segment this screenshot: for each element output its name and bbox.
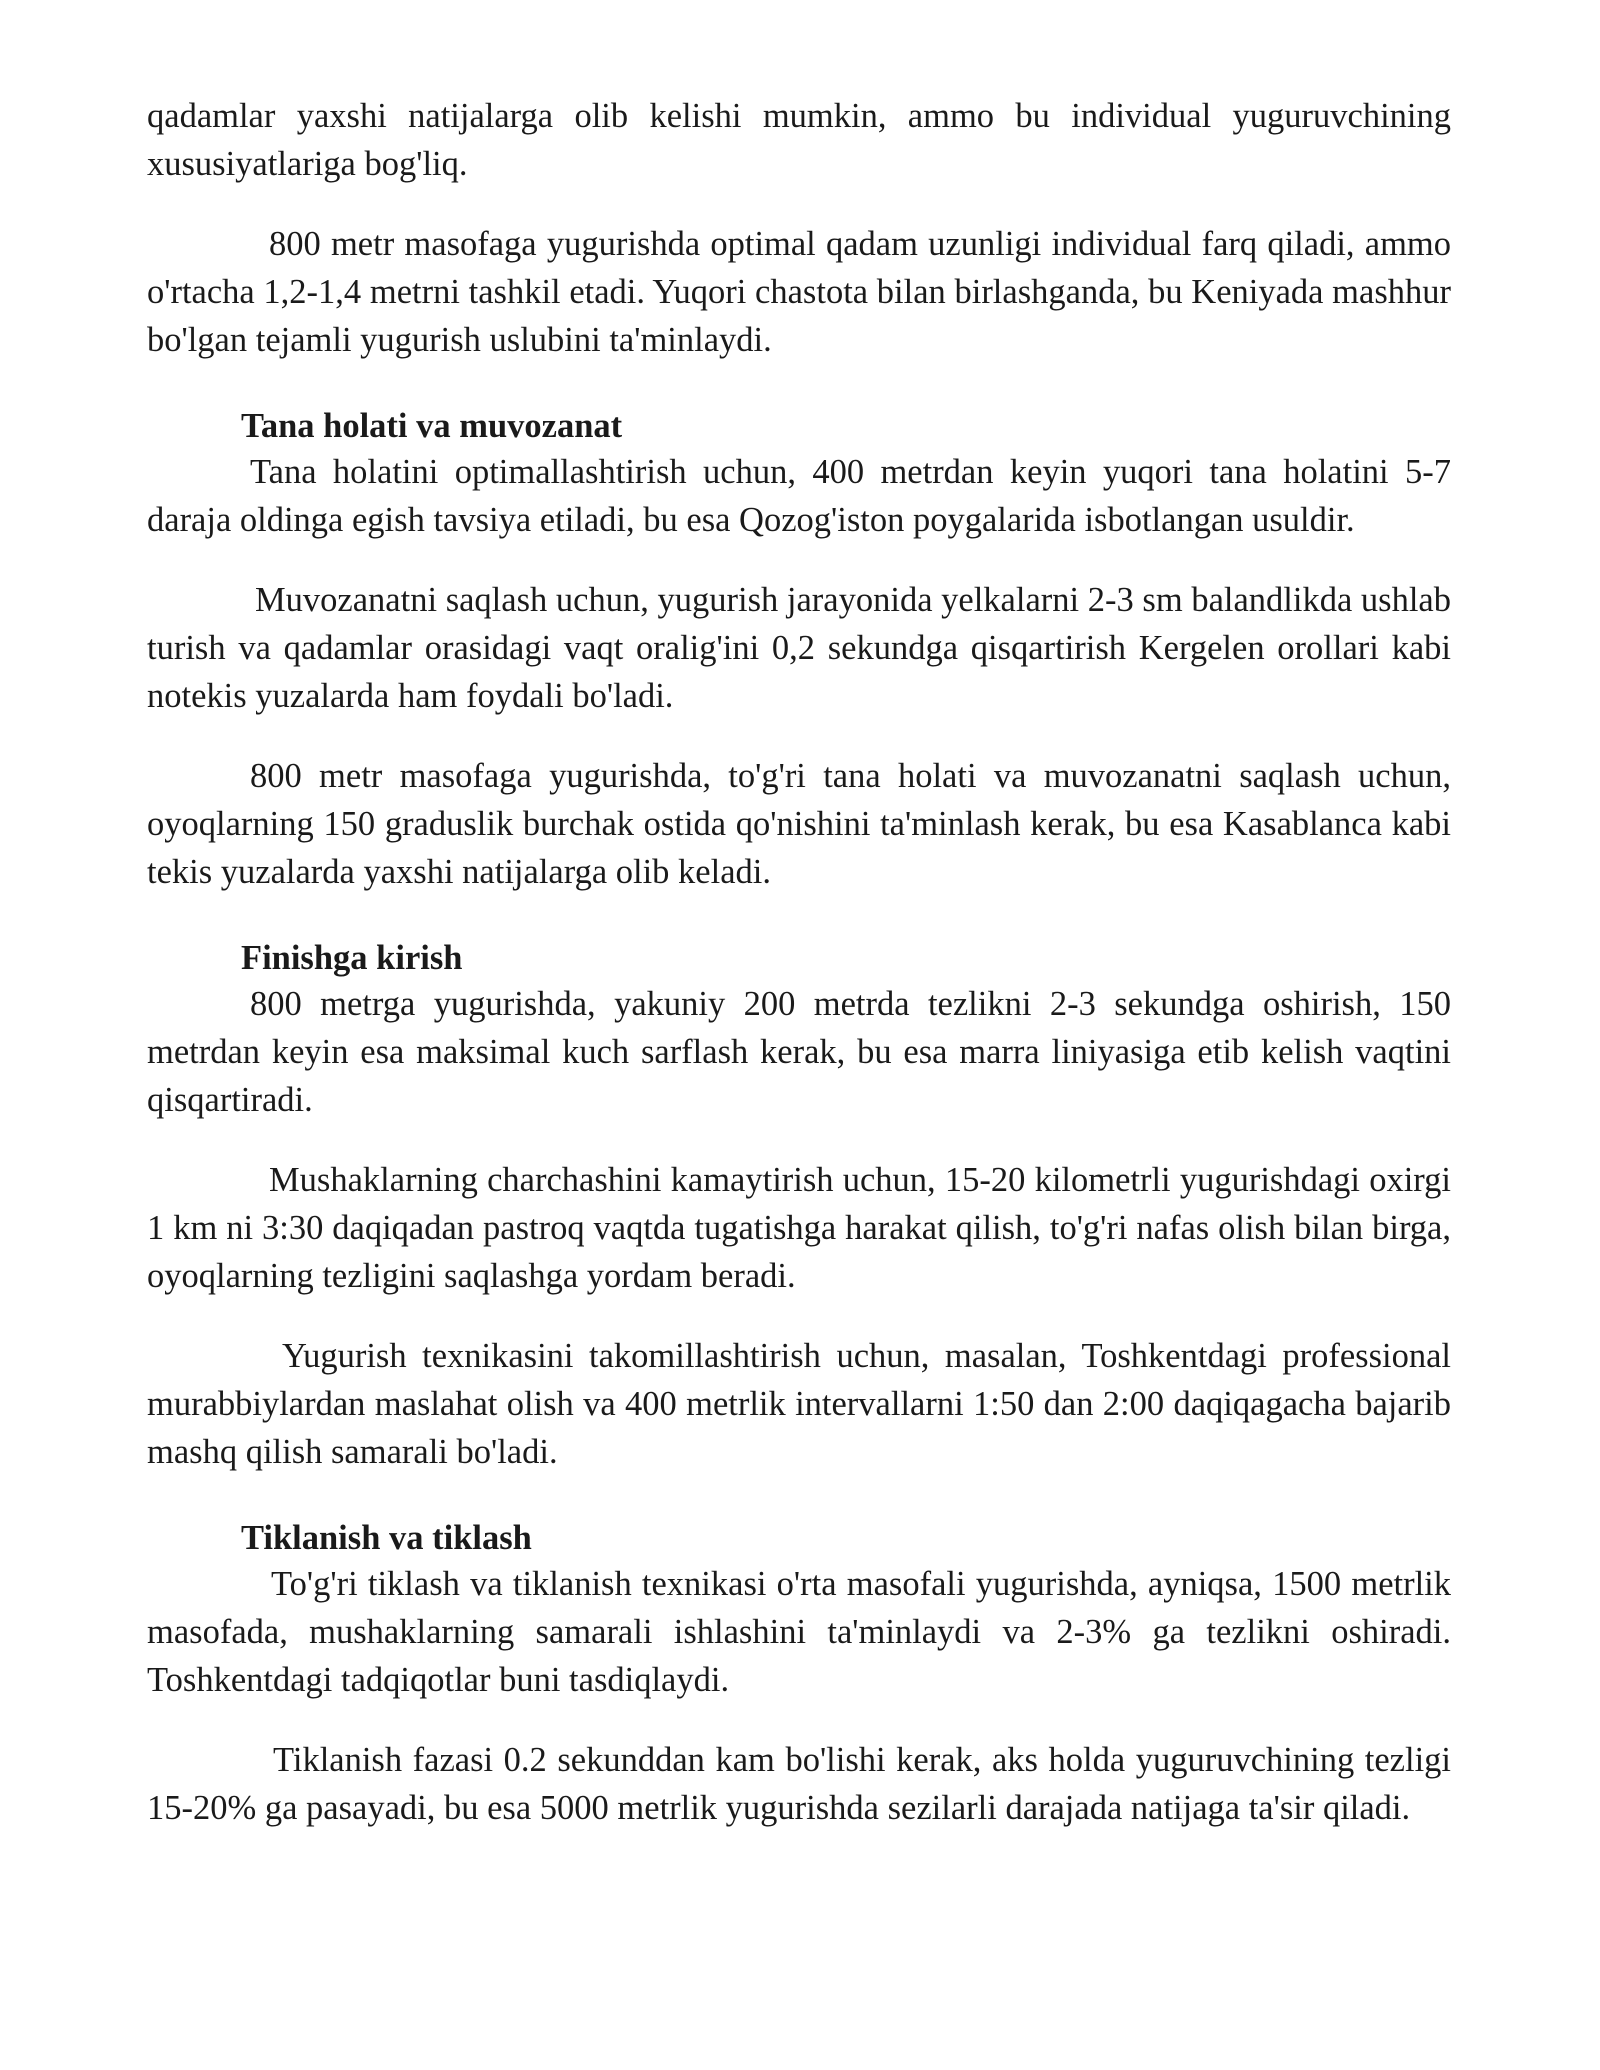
- document-page: [147, 92, 1451, 1832]
- heading-body-position: Tana holati va muvozanat: [241, 407, 623, 445]
- paragraph-recovery-technique: To'g'ri tiklash va tiklanish texnikasi o'rta masofali yugurishda, ayniqsa, 1500 metrlik masofada, mushaklarning samarali ishlashini ta'minlaydi va 2-3% ga tezlikni oshiradi. Toshkentdagi tadqiqotlar buni tasdiqlaydi.: [147, 1565, 1451, 1699]
- heading-recovery: Tiklanish va tiklash: [241, 1519, 532, 1557]
- paragraph-technique-coaching: Yugurish texnikasini takomillashtirish uchun, masalan, Toshkentdagi professional murabbiylardan maslahat olish va 400 metrlik intervallarni 1:50 dan 2:00 daqiqagacha bajarib mashq qilish samarali bo'ladi.: [147, 1337, 1451, 1471]
- heading-finish: Finishga kirish: [241, 939, 463, 977]
- paragraph-optimal-stride: 800 metr masofaga yugurishda optimal qadam uzunligi individual farq qiladi, ammo o'rtacha 1,2-1,4 metrni tashkil etadi. Yuqori chastota bilan birlashganda, bu Keniyada mashhur bo'lgan tejamli yugurish uslubini ta'minlaydi.: [147, 225, 1451, 359]
- paragraph-balance: Muvozanatni saqlash uchun, yugurish jarayonida yelkalarni 2-3 sm balandlikda ushlab turish va qadamlar orasidagi vaqt oralig'ini 0,2 sekundga qisqartirish Kergelen orollari kabi notekis yuzalarda ham foydali bo'ladi.: [147, 581, 1451, 715]
- paragraph-foot-landing: 800 metr masofaga yugurishda, to'g'ri tana holati va muvozanatni saqlash uchun, oyoqlarning 150 graduslik burchak ostida qo'nishini ta'minlash kerak, bu esa Kasablanca kabi tekis yuzalarda yaxshi natijalarga olib keladi.: [147, 757, 1451, 891]
- paragraph-continued: qadamlar yaxshi natijalarga olib kelishi mumkin, ammo bu individual yuguruvchining xususiyatlariga bog'liq.: [147, 97, 1451, 183]
- paragraph-muscle-fatigue: Mushaklarning charchashini kamaytirish uchun, 15-20 kilometrli yugurishdagi oxirgi 1 km ni 3:30 daqiqadan pastroq vaqtda tugatishga harakat qilish, to'g'ri nafas olish bilan birga, oyoqlarning tezligini saqlashga yordam beradi.: [147, 1161, 1451, 1295]
- paragraph-body-position: Tana holatini optimallashtirish uchun, 400 metrdan keyin yuqori tana holatini 5-7 daraja oldinga egish tavsiya etiladi, bu esa Qozog'iston poygalarida isbotlangan usuldir.: [147, 453, 1451, 539]
- paragraph-final-sprint: 800 metrga yugurishda, yakuniy 200 metrda tezlikni 2-3 sekundga oshirish, 150 metrdan keyin esa maksimal kuch sarflash kerak, bu esa marra liniyasiga etib kelish vaqtini qisqartiradi.: [147, 985, 1451, 1119]
- paragraph-recovery-phase: Tiklanish fazasi 0.2 sekunddan kam bo'lishi kerak, aks holda yuguruvchining tezligi 15-20% ga pasayadi, bu esa 5000 metrlik yugurishda sezilarli darajada natijaga ta'sir qiladi.: [147, 1741, 1451, 1827]
